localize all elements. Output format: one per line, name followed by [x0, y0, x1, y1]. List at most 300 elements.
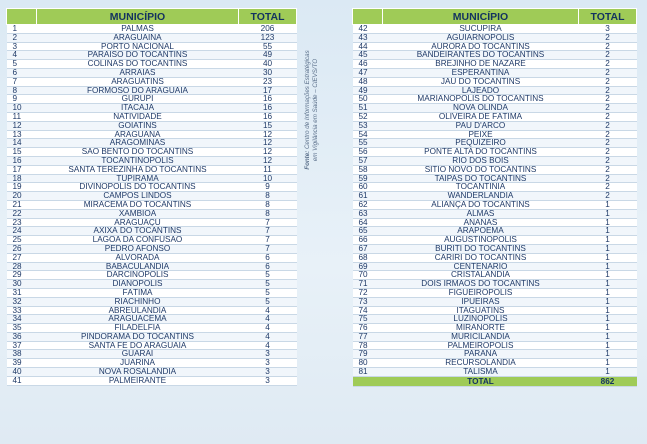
table-row — [7, 324, 297, 333]
row-municipio: MURICILÂNDIA — [383, 332, 579, 341]
row-total: 3 — [579, 25, 637, 34]
table-row — [7, 156, 297, 165]
row-total: 49 — [239, 51, 297, 60]
row-number: 34 — [7, 315, 37, 324]
row-municipio: PAU D'ARCO — [383, 121, 579, 130]
row-total: 1 — [579, 288, 637, 297]
row-number: 79 — [353, 350, 383, 359]
row-number: 22 — [7, 209, 37, 218]
row-total: 11 — [239, 165, 297, 174]
table-row — [7, 200, 297, 209]
row-total: 6 — [239, 262, 297, 271]
row-municipio: ARAGUAÇÚ — [37, 218, 239, 227]
row-total: 8 — [239, 192, 297, 201]
row-number: 16 — [7, 156, 37, 165]
table-row — [353, 262, 637, 271]
row-total: 1 — [579, 209, 637, 218]
table-row — [7, 60, 297, 69]
row-total: 6 — [239, 253, 297, 262]
row-total: 9 — [239, 183, 297, 192]
table-row — [7, 350, 297, 359]
table-row — [7, 271, 297, 280]
row-municipio: DOIS IRMÃOS DO TOCANTINS — [383, 280, 579, 289]
row-number: 33 — [7, 306, 37, 315]
table-row — [7, 121, 297, 130]
table-row — [7, 376, 297, 385]
table-row — [353, 68, 637, 77]
row-number: 73 — [353, 297, 383, 306]
row-number: 28 — [7, 262, 37, 271]
row-municipio: FIGUEIRÓPOLIS — [383, 288, 579, 297]
row-municipio: TALISMÃ — [383, 368, 579, 377]
row-total: 3 — [239, 368, 297, 377]
row-municipio: PARAÍSO DO TOCANTINS — [37, 51, 239, 60]
row-number: 26 — [7, 244, 37, 253]
table-row — [353, 156, 637, 165]
grand-total-label: TOTAL — [383, 376, 579, 386]
row-number: 24 — [7, 227, 37, 236]
row-number: 19 — [7, 183, 37, 192]
table-row — [7, 112, 297, 121]
table-row — [7, 42, 297, 51]
table-row — [353, 244, 637, 253]
row-total: 1 — [579, 368, 637, 377]
row-number: 75 — [353, 315, 383, 324]
header-total: TOTAL — [579, 9, 637, 25]
row-number: 39 — [7, 359, 37, 368]
row-municipio: ARAGOMINAS — [37, 139, 239, 148]
row-total: 10 — [239, 174, 297, 183]
row-municipio: ARAGUANÃ — [37, 130, 239, 139]
row-total: 1 — [579, 200, 637, 209]
row-municipio: LAGOA DA CONFUSÃO — [37, 236, 239, 245]
table-row — [7, 227, 297, 236]
row-number: 40 — [7, 368, 37, 377]
row-municipio: FÁTIMA — [37, 288, 239, 297]
row-total: 2 — [579, 51, 637, 60]
table-row — [353, 209, 637, 218]
table-row — [7, 368, 297, 377]
row-number: 57 — [353, 156, 383, 165]
row-total: 1 — [579, 359, 637, 368]
table-row — [7, 297, 297, 306]
row-total: 3 — [239, 350, 297, 359]
row-municipio: ITACAJÁ — [37, 104, 239, 113]
row-number: 21 — [7, 200, 37, 209]
row-total: 1 — [579, 297, 637, 306]
row-total: 40 — [239, 60, 297, 69]
row-municipio: PEIXE — [383, 130, 579, 139]
row-municipio: PEDRO AFONSO — [37, 244, 239, 253]
row-municipio: AURORA DO TOCANTINS — [383, 42, 579, 51]
row-number: 59 — [353, 174, 383, 183]
table-row — [7, 341, 297, 350]
table-row — [353, 227, 637, 236]
row-number: 14 — [7, 139, 37, 148]
row-number: 49 — [353, 86, 383, 95]
row-municipio: ARAGUACEMA — [37, 315, 239, 324]
row-total: 123 — [239, 33, 297, 42]
row-municipio: NOVA OLINDA — [383, 104, 579, 113]
row-total: 4 — [239, 306, 297, 315]
row-municipio: AXIXÁ DO TOCANTINS — [37, 227, 239, 236]
header-row — [7, 9, 297, 25]
row-municipio: GURUPI — [37, 95, 239, 104]
row-municipio: TOCANTÍNIA — [383, 183, 579, 192]
table-row — [353, 192, 637, 201]
row-number: 25 — [7, 236, 37, 245]
row-municipio: ABREULÂNDIA — [37, 306, 239, 315]
row-number: 71 — [353, 280, 383, 289]
row-municipio: LAJEADO — [383, 86, 579, 95]
row-number: 1 — [7, 25, 37, 34]
row-number: 56 — [353, 148, 383, 157]
row-total: 4 — [239, 324, 297, 333]
row-total: 5 — [239, 297, 297, 306]
row-total: 2 — [579, 174, 637, 183]
table-row — [7, 244, 297, 253]
row-municipio: ARAPOEMA — [383, 227, 579, 236]
row-municipio: NATIVIDADE — [37, 112, 239, 121]
row-total: 7 — [239, 227, 297, 236]
table-row — [353, 315, 637, 324]
row-total: 2 — [579, 183, 637, 192]
row-total: 30 — [239, 68, 297, 77]
row-municipio: SUCUPIRA — [383, 25, 579, 34]
row-total: 2 — [579, 165, 637, 174]
row-number: 15 — [7, 148, 37, 157]
row-number: 58 — [353, 165, 383, 174]
row-municipio: AUGUSTINÓPOLIS — [383, 236, 579, 245]
row-total: 1 — [579, 341, 637, 350]
row-number: 23 — [7, 218, 37, 227]
row-municipio: WANDERLÂNDIA — [383, 192, 579, 201]
row-municipio: BANDEIRANTES DO TOCANTINS — [383, 51, 579, 60]
row-municipio: MIRACEMA DO TOCANTINS — [37, 200, 239, 209]
header-num — [7, 9, 37, 25]
row-number: 20 — [7, 192, 37, 201]
row-total: 2 — [579, 156, 637, 165]
row-municipio: ALMAS — [383, 209, 579, 218]
table-row — [353, 95, 637, 104]
row-municipio: PALMAS — [37, 25, 239, 34]
row-total: 1 — [579, 324, 637, 333]
row-number: 77 — [353, 332, 383, 341]
table-row — [353, 121, 637, 130]
row-number: 10 — [7, 104, 37, 113]
table-row — [353, 341, 637, 350]
row-number: 27 — [7, 253, 37, 262]
row-number: 55 — [353, 139, 383, 148]
row-number: 65 — [353, 227, 383, 236]
row-municipio: OLIVEIRA DE FÁTIMA — [383, 112, 579, 121]
row-total: 8 — [239, 200, 297, 209]
row-municipio: SITIO NOVO DO TOCANTINS — [383, 165, 579, 174]
row-number: 36 — [7, 332, 37, 341]
table-row — [7, 209, 297, 218]
row-total: 16 — [239, 104, 297, 113]
table-row — [353, 324, 637, 333]
table-row — [7, 174, 297, 183]
row-total: 2 — [579, 130, 637, 139]
table-row — [353, 218, 637, 227]
row-municipio: PARANÃ — [383, 350, 579, 359]
row-total: 2 — [579, 148, 637, 157]
row-number: 70 — [353, 271, 383, 280]
table-row — [353, 139, 637, 148]
row-municipio: COLINAS DO TOCANTINS — [37, 60, 239, 69]
grand-total-spacer — [353, 376, 383, 386]
row-total: 7 — [239, 236, 297, 245]
table-row — [353, 130, 637, 139]
row-municipio: RECURSOLÂNDIA — [383, 359, 579, 368]
row-number: 32 — [7, 297, 37, 306]
table-row — [7, 165, 297, 174]
row-municipio: MIRANORTE — [383, 324, 579, 333]
row-total: 5 — [239, 280, 297, 289]
row-number: 31 — [7, 288, 37, 297]
row-number: 45 — [353, 51, 383, 60]
table-row — [353, 350, 637, 359]
row-municipio: SÃO BENTO DO TOCANTINS — [37, 148, 239, 157]
table-row — [353, 25, 637, 34]
row-number: 61 — [353, 192, 383, 201]
row-total: 2 — [579, 77, 637, 86]
row-number: 38 — [7, 350, 37, 359]
row-number: 42 — [353, 25, 383, 34]
table-row — [353, 165, 637, 174]
row-total: 15 — [239, 121, 297, 130]
row-municipio: PALMEIRANTE — [37, 376, 239, 385]
row-municipio: FORMOSO DO ARAGUAIA — [37, 86, 239, 95]
row-total: 1 — [579, 315, 637, 324]
table-row — [7, 253, 297, 262]
row-total: 1 — [579, 332, 637, 341]
header-total: TOTAL — [239, 9, 297, 25]
row-number: 12 — [7, 121, 37, 130]
table-row — [7, 139, 297, 148]
row-number: 2 — [7, 33, 37, 42]
table-row — [353, 297, 637, 306]
row-total: 12 — [239, 130, 297, 139]
row-number: 37 — [7, 341, 37, 350]
table-row — [353, 183, 637, 192]
row-number: 78 — [353, 341, 383, 350]
table-row — [7, 359, 297, 368]
table-row — [7, 280, 297, 289]
header-municipio: MUNICÍPIO — [37, 9, 239, 25]
table-row — [7, 77, 297, 86]
table-row — [7, 51, 297, 60]
row-municipio: ESPERANTINA — [383, 68, 579, 77]
row-total: 23 — [239, 77, 297, 86]
row-municipio: DIANÓPOLIS — [37, 280, 239, 289]
table-row — [353, 306, 637, 315]
row-number: 80 — [353, 359, 383, 368]
table-row — [353, 200, 637, 209]
row-number: 7 — [7, 77, 37, 86]
table-row — [353, 359, 637, 368]
table-row — [7, 288, 297, 297]
row-municipio: RIO DOS BOIS — [383, 156, 579, 165]
row-number: 4 — [7, 51, 37, 60]
table-row — [353, 60, 637, 69]
table-row — [353, 33, 637, 42]
header-num — [353, 9, 383, 25]
table-row — [7, 332, 297, 341]
table-row — [7, 262, 297, 271]
row-number: 5 — [7, 60, 37, 69]
grand-total-value: 862 — [579, 376, 637, 386]
table-row — [353, 174, 637, 183]
row-total: 4 — [239, 332, 297, 341]
table-row — [353, 77, 637, 86]
row-municipio: PALMEIRÓPOLIS — [383, 341, 579, 350]
row-total: 55 — [239, 42, 297, 51]
row-municipio: CENTENÁRIO — [383, 262, 579, 271]
header-municipio: MUNICÍPIO — [383, 9, 579, 25]
table-row — [353, 51, 637, 60]
row-number: 67 — [353, 244, 383, 253]
row-total: 8 — [239, 209, 297, 218]
table-row — [353, 368, 637, 377]
row-total: 1 — [579, 244, 637, 253]
row-number: 6 — [7, 68, 37, 77]
row-total: 3 — [239, 359, 297, 368]
source-note — [304, 50, 320, 169]
row-total: 2 — [579, 95, 637, 104]
row-total: 1 — [579, 306, 637, 315]
table-row — [7, 306, 297, 315]
row-total: 4 — [239, 341, 297, 350]
row-municipio: BABACULÂNDIA — [37, 262, 239, 271]
row-municipio: AGUIARNÓPOLIS — [383, 33, 579, 42]
row-number: 69 — [353, 262, 383, 271]
row-total: 16 — [239, 112, 297, 121]
row-municipio: CAMPOS LINDOS — [37, 192, 239, 201]
table-row — [7, 33, 297, 42]
row-number: 76 — [353, 324, 383, 333]
municipio-table-right — [352, 8, 637, 387]
row-total: 5 — [239, 271, 297, 280]
table-row — [353, 86, 637, 95]
row-total: 4 — [239, 315, 297, 324]
row-municipio: GOIATINS — [37, 121, 239, 130]
row-municipio: XAMBIOÁ — [37, 209, 239, 218]
row-total: 2 — [579, 68, 637, 77]
row-number: 72 — [353, 288, 383, 297]
row-total: 1 — [579, 236, 637, 245]
row-number: 3 — [7, 42, 37, 51]
row-municipio: TAIPAS DO TOCANTINS — [383, 174, 579, 183]
table-row — [353, 253, 637, 262]
row-number: 74 — [353, 306, 383, 315]
row-total: 2 — [579, 104, 637, 113]
row-municipio: RIACHINHO — [37, 297, 239, 306]
row-municipio: DIVINÓPOLIS DO TOCANTINS — [37, 183, 239, 192]
row-number: 18 — [7, 174, 37, 183]
row-total: 7 — [239, 244, 297, 253]
table-row — [353, 332, 637, 341]
row-municipio: SANTA TEREZINHA DO TOCANTINS — [37, 165, 239, 174]
row-total: 3 — [239, 376, 297, 385]
row-municipio: ARAGUAÍNA — [37, 33, 239, 42]
row-municipio: TOCANTINÓPOLIS — [37, 156, 239, 165]
row-number: 50 — [353, 95, 383, 104]
row-number: 43 — [353, 33, 383, 42]
source-label: Fonte: — [304, 150, 311, 170]
row-number: 11 — [7, 112, 37, 121]
row-total: 1 — [579, 227, 637, 236]
row-total: 7 — [239, 218, 297, 227]
row-total: 1 — [579, 253, 637, 262]
row-number: 52 — [353, 112, 383, 121]
source-line2: em Vigilância em Saúde – CIEVS/TO — [312, 58, 319, 162]
row-number: 41 — [7, 376, 37, 385]
table-row — [353, 288, 637, 297]
row-total: 5 — [239, 288, 297, 297]
table-row — [353, 148, 637, 157]
row-total: 2 — [579, 112, 637, 121]
table-row — [353, 42, 637, 51]
row-number: 48 — [353, 77, 383, 86]
row-number: 66 — [353, 236, 383, 245]
row-number: 8 — [7, 86, 37, 95]
row-total: 1 — [579, 218, 637, 227]
row-municipio: TUPIRAMA — [37, 174, 239, 183]
row-municipio: FILADÉLFIA — [37, 324, 239, 333]
row-municipio: ARAGUATINS — [37, 77, 239, 86]
row-municipio: ANANÁS — [383, 218, 579, 227]
table-row — [7, 104, 297, 113]
table-row — [353, 112, 637, 121]
table-row — [353, 280, 637, 289]
row-total: 1 — [579, 280, 637, 289]
row-total: 1 — [579, 271, 637, 280]
row-municipio: DARCINÓPOLIS — [37, 271, 239, 280]
row-total: 12 — [239, 148, 297, 157]
row-municipio: ARRAIAS — [37, 68, 239, 77]
row-number: 29 — [7, 271, 37, 280]
row-number: 64 — [353, 218, 383, 227]
row-total: 2 — [579, 192, 637, 201]
row-municipio: ALVORADA — [37, 253, 239, 262]
row-number: 60 — [353, 183, 383, 192]
table-row — [7, 183, 297, 192]
row-municipio: MARIANÓPOLIS DO TOCANTINS — [383, 95, 579, 104]
row-number: 53 — [353, 121, 383, 130]
table-row — [7, 148, 297, 157]
row-number: 51 — [353, 104, 383, 113]
row-municipio: PINDORAMA DO TOCANTINS — [37, 332, 239, 341]
table-row — [7, 86, 297, 95]
row-total: 12 — [239, 156, 297, 165]
table-row — [7, 95, 297, 104]
row-municipio: ALIANÇA DO TOCANTINS — [383, 200, 579, 209]
row-municipio: SANTA FÉ DO ARAGUAIA — [37, 341, 239, 350]
row-number: 81 — [353, 368, 383, 377]
row-number: 9 — [7, 95, 37, 104]
row-municipio: IPUEIRAS — [383, 297, 579, 306]
header-row — [353, 9, 637, 25]
row-number: 63 — [353, 209, 383, 218]
row-number: 46 — [353, 60, 383, 69]
row-municipio: PEQUIZEIRO — [383, 139, 579, 148]
row-number: 44 — [353, 42, 383, 51]
row-total: 2 — [579, 86, 637, 95]
table-row — [7, 315, 297, 324]
row-number: 30 — [7, 280, 37, 289]
